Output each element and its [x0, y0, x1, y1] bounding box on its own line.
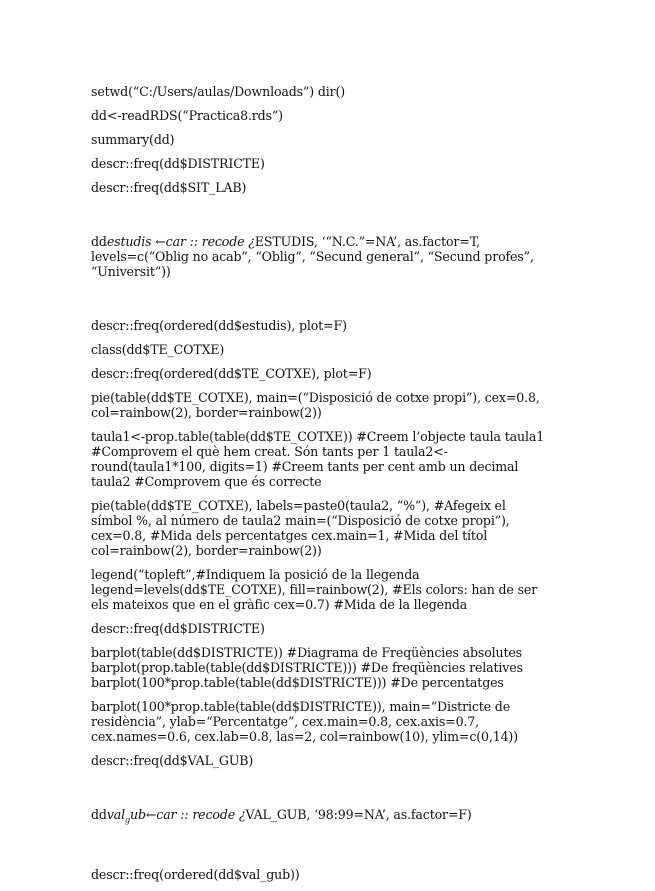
code-line: levels=c(“Oblig no acab”, “Oblig”, “Secund general”, “Secund profes”, [91, 249, 534, 264]
code-subscript: g [125, 815, 131, 825]
code-paragraph-7 [91, 318, 591, 333]
code-italic-fragment: estudis ←car :: recode ¿ [106, 234, 255, 249]
code-line: els mateixos que en el gràfic cex=0.7) #Mida de la llegenda [91, 597, 468, 612]
code-line-recode [91, 807, 591, 828]
code-paragraph-14 [91, 621, 591, 636]
code-line: class(dd$TE_COTXE) [91, 342, 225, 357]
code-prefix: dd [91, 234, 107, 249]
code-line: cex.names=0.6, cex.lab=0.8, las=2, col=rainbow(10), ylim=c(0,14)) [91, 729, 518, 744]
code-paragraph-12 [91, 498, 591, 558]
code-line-recode [91, 234, 591, 249]
code-line: descr::freq(ordered(dd$val_gub)) [91, 866, 300, 882]
code-line: descr::freq(dd$VAL_GUB) [91, 753, 254, 768]
code-line: descr::freq(ordered(dd$TE_COTXE), plot=F) [91, 366, 372, 381]
code-paragraph-5 [91, 180, 591, 195]
code-line: legend(“topleft”,#Indiquem la posició de la llegenda [91, 567, 420, 582]
code-line: barplot(100*prop.table(table(dd$DISTRICTE)), main=“Districte de [91, 699, 511, 714]
code-line: “Universit”)) [91, 264, 171, 279]
code-line: descr::freq(ordered(dd$estudis), plot=F) [91, 318, 347, 333]
code-line: barplot(100*prop.table(table(dd$DISTRICTE))) #De percentatges [91, 675, 504, 690]
code-paragraph-3 [91, 132, 591, 147]
code-paragraph-16 [91, 699, 591, 744]
code-line: col=rainbow(2), border=rainbow(2)) [91, 405, 322, 420]
code-italic-fragment: val [106, 807, 126, 822]
code-suffix: ESTUDIS, ‘“N.C.”=NA’, as.factor=T, [254, 234, 480, 249]
code-paragraph-4 [91, 156, 591, 171]
code-line: símbol %, al número de taula2 main=(“Disposició de cotxe propi”), [91, 513, 510, 528]
code-paragraph-8 [91, 342, 591, 357]
code-italic-fragment: ub←car :: recode ¿ [130, 807, 246, 822]
code-paragraph-15 [91, 645, 591, 690]
code-paragraph-18 [91, 777, 591, 858]
code-line: barplot(table(dd$DISTRICTE)) #Diagrama de Freqüències absolutes [91, 645, 522, 660]
code-line: col=rainbow(2), border=rainbow(2)) [91, 543, 322, 558]
code-line: cex=0.8, #Mida dels percentatges cex.main=1, #Mida del títol [91, 528, 488, 543]
code-paragraph-17 [91, 753, 591, 768]
code-line: pie(table(dd$TE_COTXE), main=(“Disposició de cotxe propi”), cex=0.8, [91, 390, 540, 405]
code-paragraph-10 [91, 390, 591, 420]
code-prefix: dd [91, 807, 107, 822]
code-line: summary(dd) [91, 132, 175, 147]
code-line: dd<-readRDS(“Practica8.rds”) [91, 108, 283, 123]
code-paragraph-11 [91, 429, 591, 489]
code-line: setwd(“C:/Users/aulas/Downloads”) dir() [91, 84, 346, 99]
code-suffix: VAL_GUB, ‘98:99=NA’, as.factor=F) [245, 807, 472, 822]
code-line: taula2 #Comprovem que és correcte [91, 474, 322, 489]
code-line: pie(table(dd$TE_COTXE), labels=paste0(taula2, “%”), #Afegeix el [91, 498, 506, 513]
code-line: legend=levels(dd$TE_COTXE), fill=rainbow(2), #Els colors: han de ser [91, 582, 538, 597]
code-line: round(taula1*100, digits=1) #Creem tants per cent amb un decimal [91, 459, 519, 474]
code-line: #Comprovem el què hem creat. Són tants per 1 taula2<- [91, 444, 448, 459]
code-line: descr::freq(dd$DISTRICTE) [91, 621, 265, 636]
code-paragraph-9 [91, 366, 591, 381]
code-line: residència”, ylab=“Percentatge”, cex.main=0.8, cex.axis=0.7, [91, 714, 479, 729]
code-paragraph-1 [91, 84, 591, 99]
code-line: taula1<-prop.table(table(dd$TE_COTXE)) #Creem l’objecte taula taula1 [91, 429, 545, 444]
code-line: barplot(prop.table(table(dd$DISTRICTE))) #De freqüències relatives [91, 660, 523, 675]
document-body [91, 84, 591, 891]
code-line: descr::freq(dd$SIT_LAB) [91, 180, 247, 195]
code-paragraph-13 [91, 567, 591, 612]
code-paragraph-6 [91, 204, 591, 309]
code-paragraph-2 [91, 108, 591, 123]
code-line: descr::freq(dd$DISTRICTE) [91, 156, 265, 171]
code-paragraph-19 [91, 867, 591, 882]
